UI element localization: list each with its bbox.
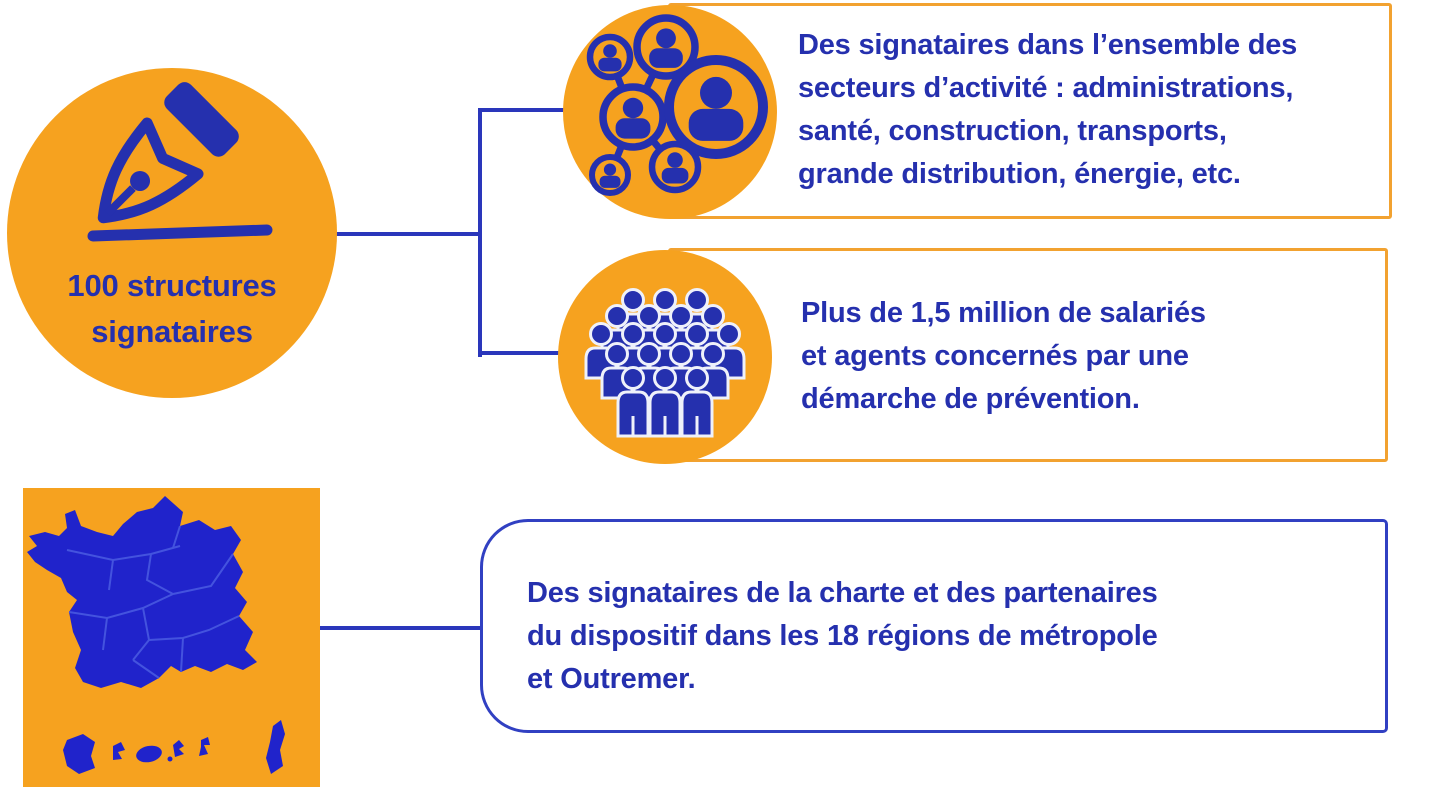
connector-bracket-vertical <box>478 108 482 357</box>
regions-card-line: du dispositif dans les 18 régions de métropole <box>527 620 1158 652</box>
overseas-martinique <box>113 742 125 760</box>
regions-card-line: Des signataires de la charte et des partenaires <box>527 577 1158 609</box>
pen-nib-icon <box>55 76 283 258</box>
hub-label-line: 100 structures <box>67 268 277 303</box>
regions-card <box>480 519 1388 733</box>
hub-label-line: signataires <box>91 314 253 349</box>
france-map-tile <box>23 488 320 787</box>
salaries-card-line: démarche de prévention. <box>801 383 1140 415</box>
crowd-icon <box>558 250 772 464</box>
salaries-card-line: et agents concernés par une <box>801 340 1189 372</box>
sectors-card-line: grande distribution, énergie, etc. <box>798 158 1241 190</box>
overseas-mayotte <box>173 740 184 757</box>
overseas-guyane <box>63 734 95 774</box>
sectors-card-line: secteurs d’activité : administrations, <box>798 72 1294 104</box>
signatories-hub-circle <box>7 68 337 398</box>
regions-card-line: et Outremer. <box>527 663 696 695</box>
sectors-card-line: santé, construction, transports, <box>798 115 1227 147</box>
salaries-card-line: Plus de 1,5 million de salariés <box>801 297 1206 329</box>
corsica <box>266 720 285 774</box>
network-people-icon <box>563 5 777 219</box>
salaries-icon-circle <box>558 250 772 464</box>
connector-hub-to-bracket <box>335 232 480 236</box>
overseas-reunion <box>199 737 210 756</box>
sectors-card-line: Des signataires dans l’ensemble des <box>798 29 1298 61</box>
sectors-icon-circle <box>563 5 777 219</box>
connector-bracket-top <box>480 108 572 112</box>
france-map <box>23 488 320 787</box>
overseas-guadeloupe <box>135 743 164 764</box>
france-mainland <box>27 496 257 688</box>
salaries-card <box>668 248 1388 462</box>
connector-map-to-card <box>316 626 480 630</box>
